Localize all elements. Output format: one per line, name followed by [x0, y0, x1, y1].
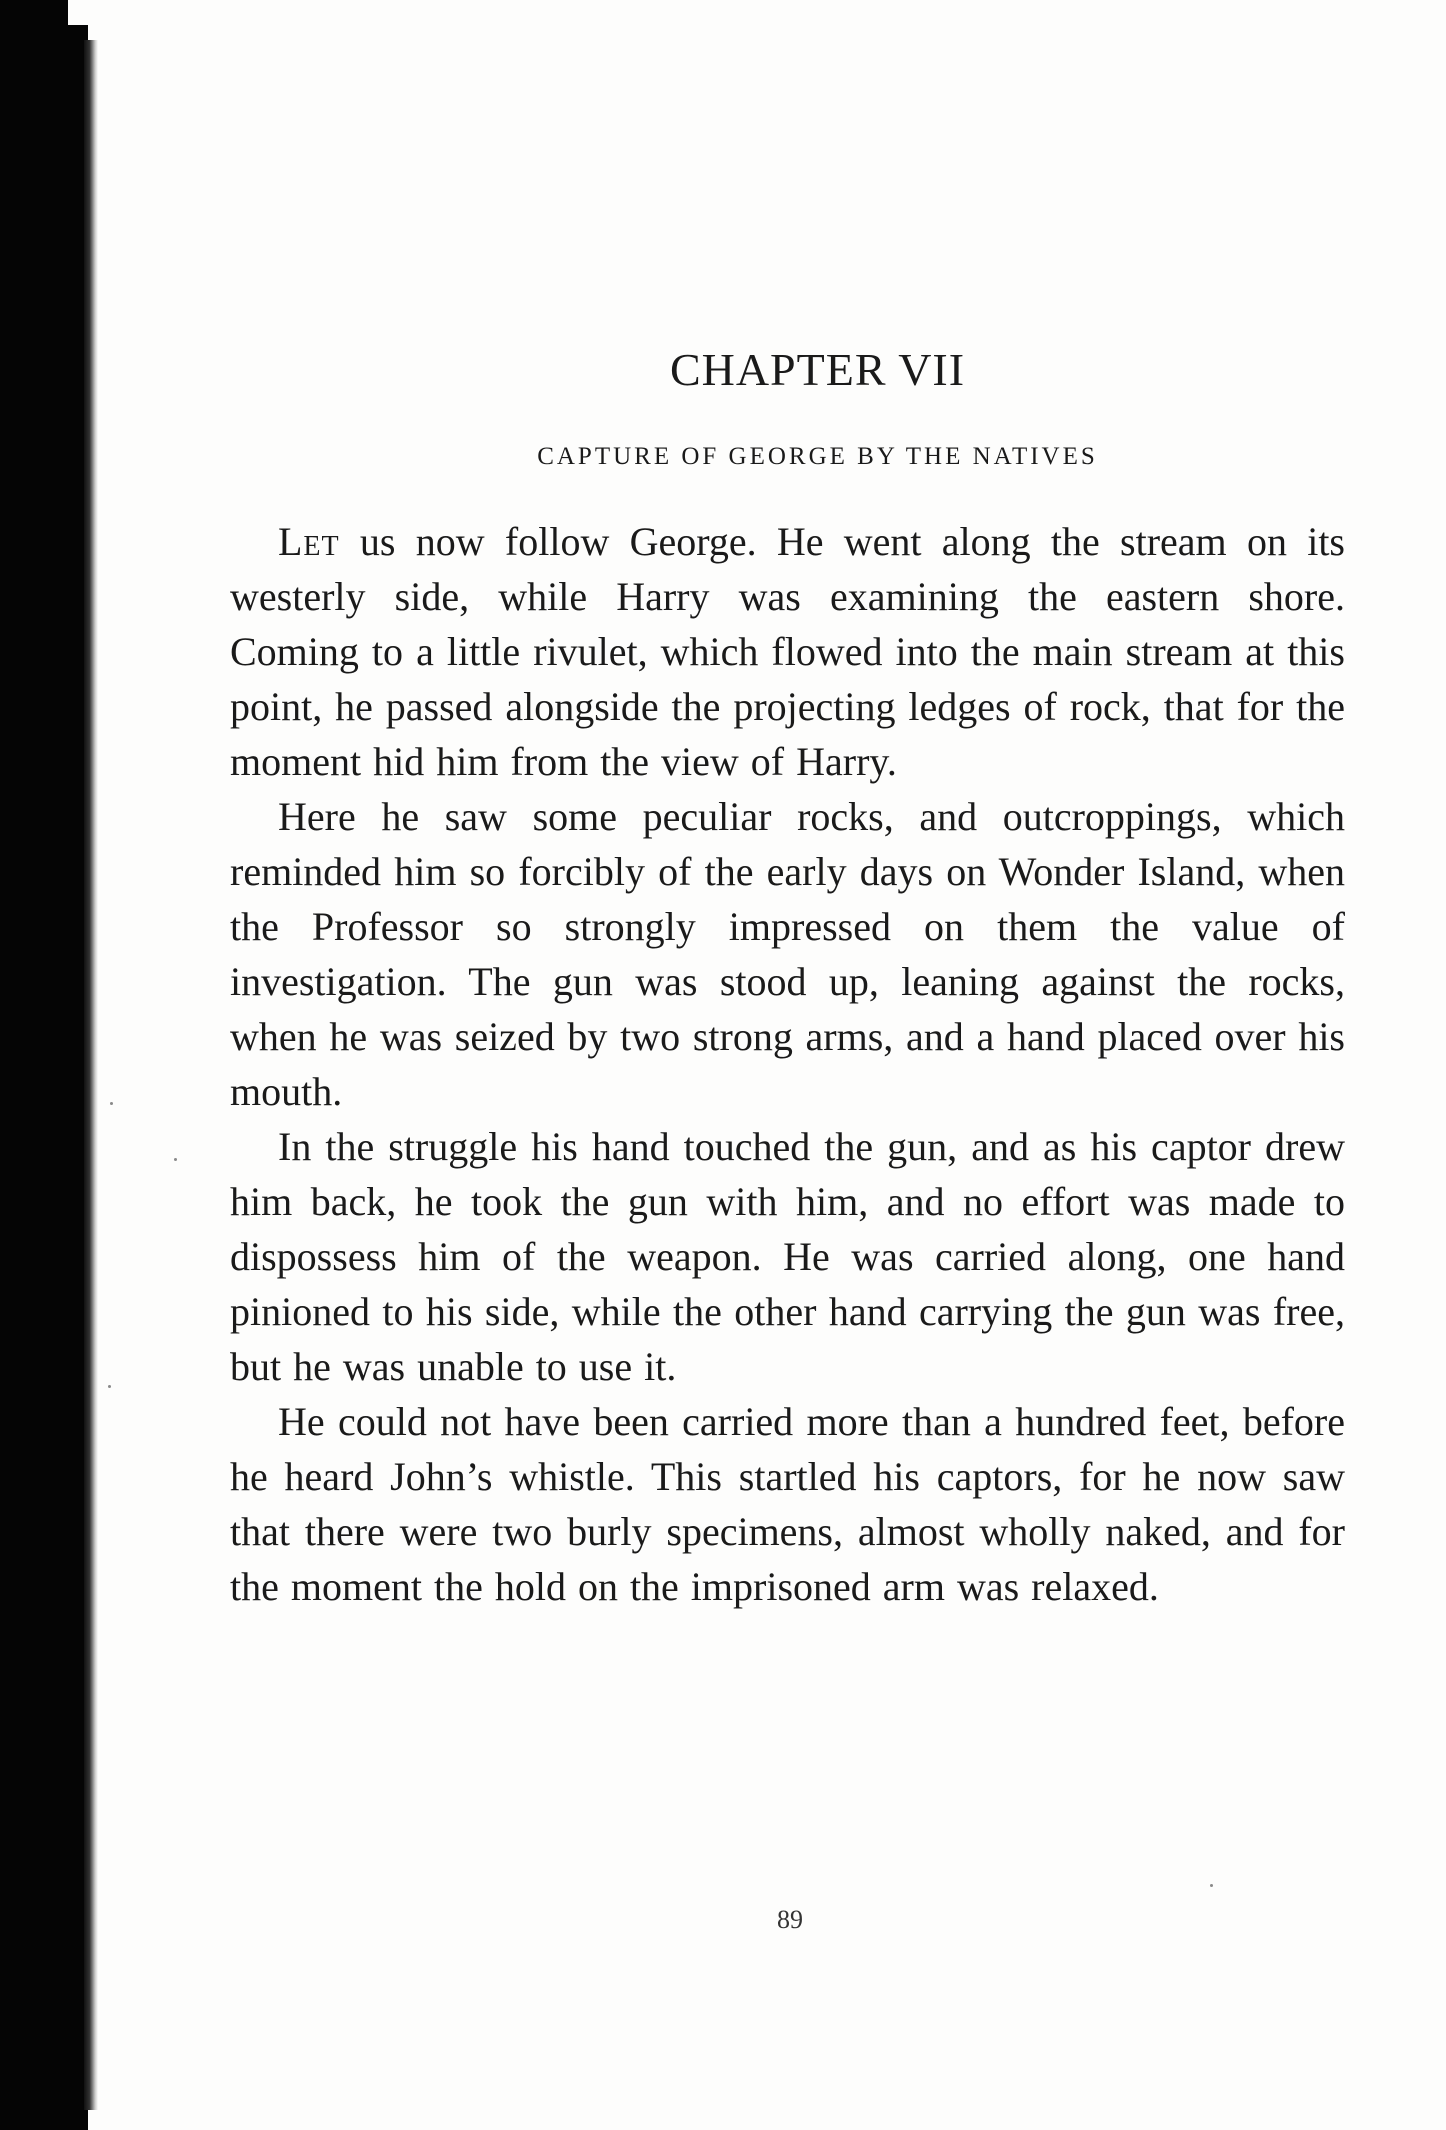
paper-speck — [108, 1385, 111, 1388]
binding-shadow — [84, 40, 98, 2110]
paragraph — [230, 1119, 1345, 1394]
paragraph — [230, 1394, 1345, 1614]
paragraph — [230, 514, 1345, 789]
chapter-subtitle: CAPTURE OF GEORGE BY THE NATIVES — [537, 443, 1098, 470]
paragraph-text: In the struggle his hand touched the gun, and as his captor drew him back, he took the gun with him, and no effort was made to dispossess him of the weapon. He was carried along, one hand pinioned to his side, while the other hand carrying the gun was free, but he was unable to use it. — [230, 1124, 1345, 1389]
paragraph — [230, 789, 1345, 1119]
paragraph-text: us now follow George. He went along the stream on its westerly side, while Harry was examining the eastern shore. Coming to a little rivulet, which flowed into the main stream at this point, he passed alongside the projecting ledges of rock, that for the moment hid him from the view of Harry. — [230, 519, 1345, 784]
paragraph-lead-word: Let — [278, 519, 340, 564]
body-text — [230, 514, 1345, 1614]
paper-speck — [110, 1102, 113, 1105]
page-number: 89 — [777, 1905, 803, 1934]
paper-speck — [174, 1158, 177, 1161]
paragraph-text: He could not have been carried more than a hundred feet, before he heard John’s whistle. This startled his captors, for he now saw that there were two burly specimens, almost wholly naked, and for the moment the hold on the imprisoned arm was relaxed. — [230, 1399, 1345, 1609]
text-block — [230, 340, 1345, 1614]
paragraph-text: Here he saw some peculiar rocks, and outcroppings, which reminded him so forcibly of the early days on Wonder Island, when the Professor so strongly impressed on them the value of investigation. The gun was stood up, leaning against the rocks, when he was seized by two strong arms, and a hand placed over his mouth. — [230, 794, 1345, 1114]
paper-speck — [1210, 1884, 1213, 1887]
binding-edge — [0, 25, 88, 2130]
chapter-title: CHAPTER VII — [669, 344, 966, 395]
